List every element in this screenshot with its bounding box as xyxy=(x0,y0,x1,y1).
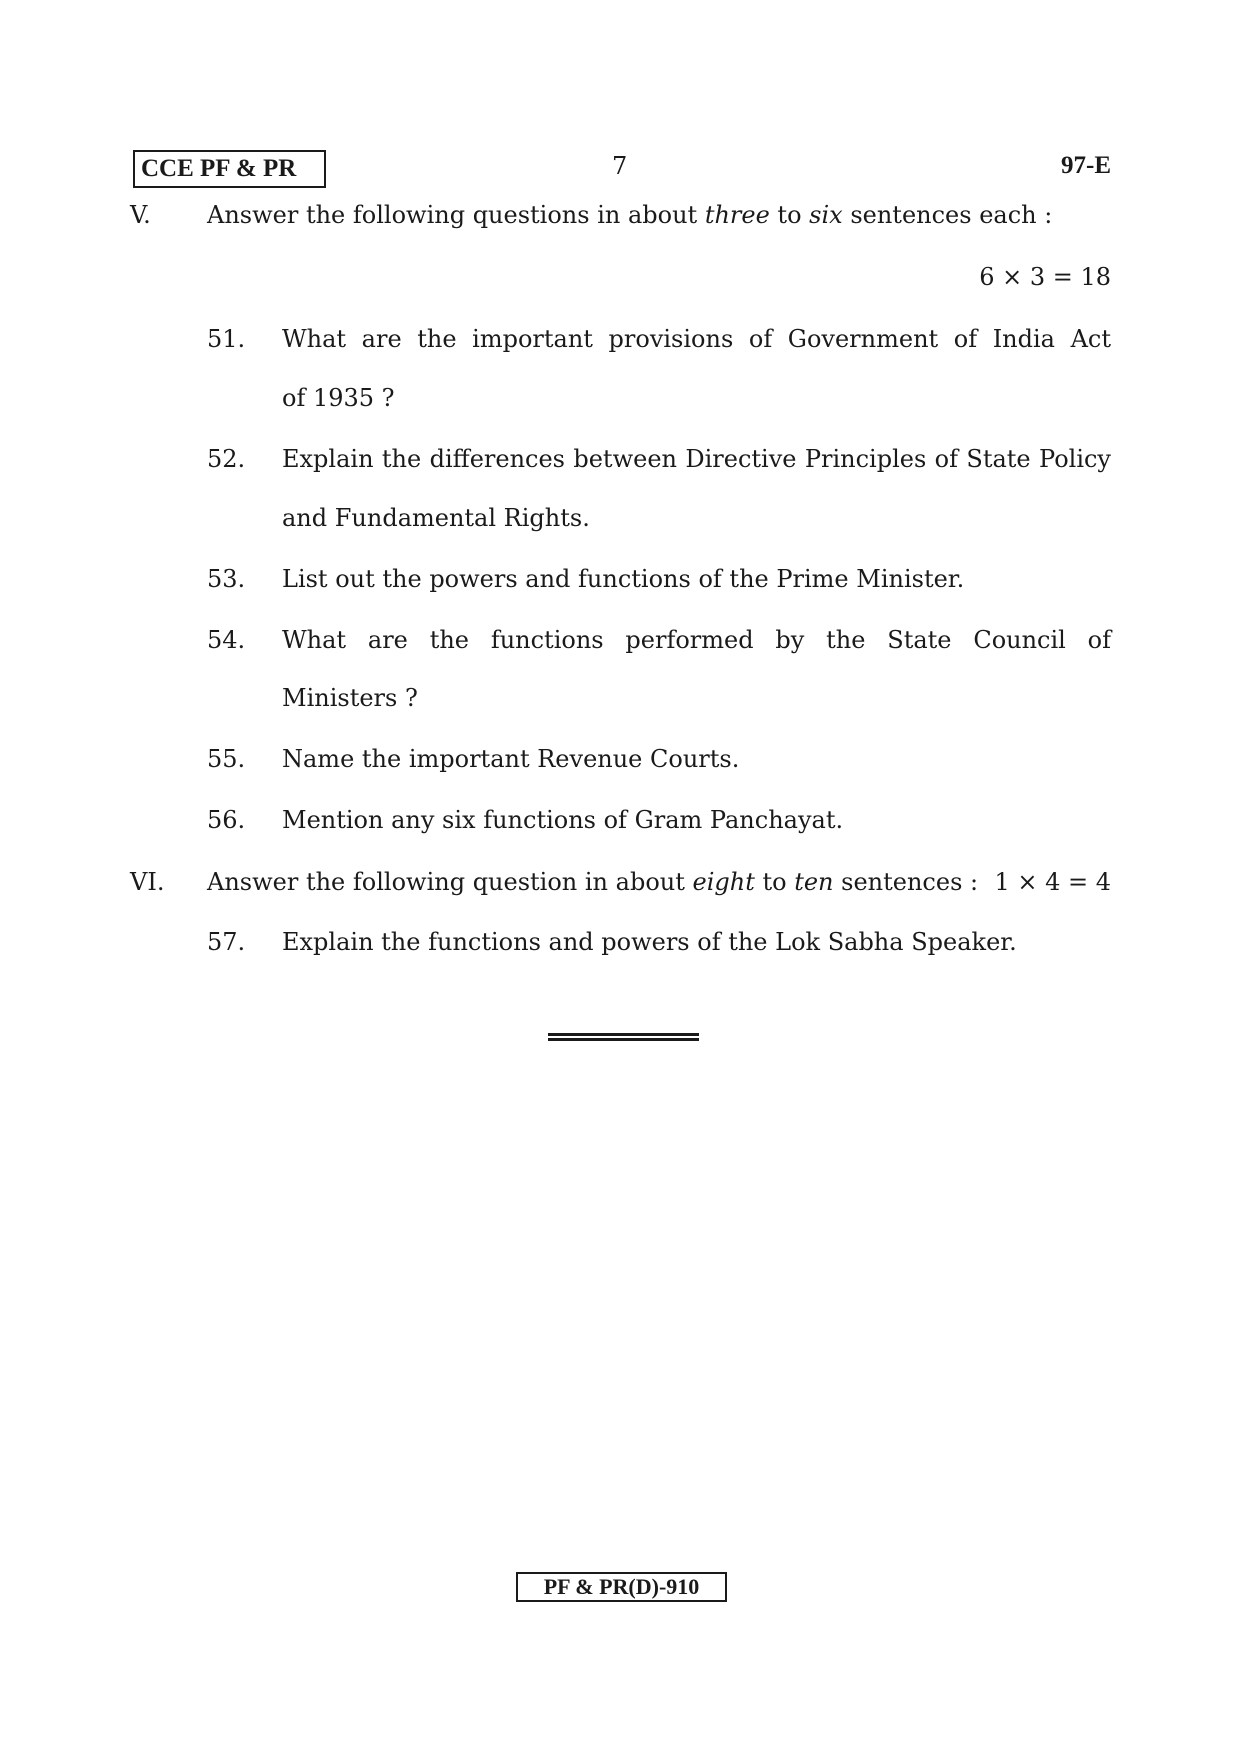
section-v-numeral: V. xyxy=(130,201,151,229)
question-text: Explain the functions and powers of the Lok Sabha Speaker. xyxy=(282,928,1017,956)
section-v-instruction xyxy=(207,200,1052,230)
question-number: 53. xyxy=(207,565,246,593)
question-text: What are the important provisions of Government of India Act xyxy=(282,325,1111,353)
section-v-marks: 6 × 3 = 18 xyxy=(979,263,1111,291)
section-vi-marks: 1 × 4 = 4 xyxy=(994,868,1111,896)
question-text-continued: and Fundamental Rights. xyxy=(282,504,590,532)
question-text-continued: of 1935 ? xyxy=(282,384,395,412)
end-of-questions-rule xyxy=(548,1033,699,1041)
question-number: 56. xyxy=(207,806,246,834)
instruction-text: to xyxy=(754,868,795,896)
question-number: 57. xyxy=(207,928,246,956)
instruction-text: sentences each : xyxy=(842,201,1053,229)
paper-code-right: 97-E xyxy=(1061,152,1111,179)
page-number: 7 xyxy=(612,152,628,180)
instruction-text: to xyxy=(769,201,810,229)
section-vi-numeral: VI. xyxy=(130,868,165,896)
question-text: What are the functions performed by the State Council of xyxy=(282,626,1111,654)
question-text-continued: Ministers ? xyxy=(282,684,418,712)
question-number: 55. xyxy=(207,745,246,773)
question-number: 52. xyxy=(207,445,246,473)
paper-code-left: CCE PF & PR xyxy=(133,150,326,188)
instruction-text: sentences : xyxy=(833,868,979,896)
instruction-text: Answer the following questions in about xyxy=(207,201,705,229)
question-text: Explain the differences between Directive Principles of State Policy xyxy=(282,445,1111,473)
footer-paper-code: PF & PR(D)-910 xyxy=(516,1572,727,1602)
instruction-emphasis: three xyxy=(704,201,770,229)
section-vi-instruction xyxy=(207,867,978,897)
question-number: 54. xyxy=(207,626,246,654)
instruction-emphasis: six xyxy=(809,201,843,229)
question-number: 51. xyxy=(207,325,246,353)
question-text: List out the powers and functions of the Prime Minister. xyxy=(282,565,965,593)
instruction-text: Answer the following question in about xyxy=(207,868,693,896)
instruction-emphasis: eight xyxy=(692,868,755,896)
instruction-emphasis: ten xyxy=(794,868,834,896)
question-text: Mention any six functions of Gram Panchayat. xyxy=(282,806,844,834)
question-text: Name the important Revenue Courts. xyxy=(282,745,740,773)
